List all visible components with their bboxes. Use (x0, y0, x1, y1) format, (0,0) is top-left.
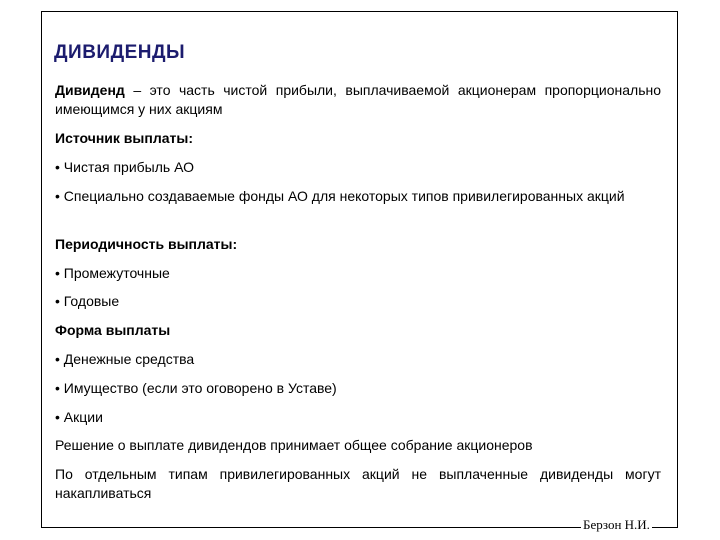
decision-text: Решение о выплате дивидендов принимает общее собрание акционеров (55, 437, 533, 453)
periodicity-heading: Периодичность выплаты: (55, 236, 238, 252)
form-item: • Денежные средства (55, 351, 195, 367)
periodicity-item: • Годовые (55, 293, 120, 309)
source-item: • Чистая прибыль АО (55, 159, 194, 175)
source-heading: Источник выплаты: (55, 130, 193, 146)
definition-term: Дивиденд (55, 82, 125, 98)
definition-text: – это часть чистой прибыли, выплачиваемой акционерам пропорционально имеющимся у них акциям (55, 82, 661, 117)
form-item: • Акции (55, 409, 103, 425)
definition-paragraph (55, 81, 661, 119)
note-paragraph: По отдельным типам привилегированных акций не выплаченные дивиденды могут накапливаться (55, 466, 661, 501)
form-heading: Форма выплаты (55, 322, 171, 338)
source-item: • Специально создаваемые фонды АО для некоторых типов привилегированных акций (55, 188, 625, 204)
form-item: • Имущество (если это оговорено в Уставе) (55, 380, 337, 396)
slide-title: ДИВИДЕНДЫ (54, 42, 186, 63)
author-footer: Берзон Н.И. (583, 517, 650, 532)
periodicity-item: • Промежуточные (55, 265, 170, 281)
